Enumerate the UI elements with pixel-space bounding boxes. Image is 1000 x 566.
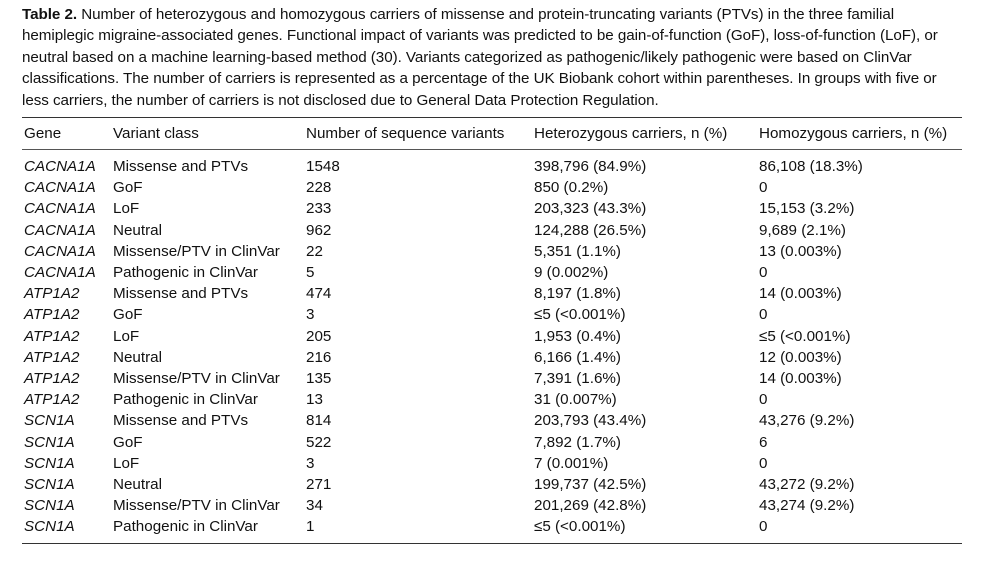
table-row xyxy=(22,150,962,177)
cell-heterozygous: 8,197 (1.8%) xyxy=(534,285,621,303)
carriers-table xyxy=(22,118,962,538)
cell-variant-class: Missense/PTV in ClinVar xyxy=(113,242,280,260)
cell-gene: ATP1A2 xyxy=(24,327,80,345)
cell-homozygous: 43,276 (9.2%) xyxy=(759,412,855,430)
table-row xyxy=(22,453,962,474)
table-row xyxy=(22,410,962,431)
table-row xyxy=(22,304,962,325)
cell-homozygous: 43,272 (9.2%) xyxy=(759,476,855,494)
cell-heterozygous: 124,288 (26.5%) xyxy=(534,221,647,239)
cell-variant-class: Missense/PTV in ClinVar xyxy=(113,497,280,515)
cell-heterozygous: 7,391 (1.6%) xyxy=(534,370,621,388)
cell-variant-class: GoF xyxy=(113,179,143,197)
cell-heterozygous: 201,269 (42.8%) xyxy=(534,497,647,515)
cell-heterozygous: 31 (0.007%) xyxy=(534,391,617,409)
cell-heterozygous: 850 (0.2%) xyxy=(534,179,609,197)
cell-heterozygous: 1,953 (0.4%) xyxy=(534,327,621,345)
cell-num-variants: 34 xyxy=(306,497,323,515)
cell-num-variants: 474 xyxy=(306,285,332,303)
cell-gene: SCN1A xyxy=(24,497,75,515)
table-header xyxy=(22,118,962,150)
cell-homozygous: 0 xyxy=(759,391,768,409)
cell-homozygous: 6 xyxy=(759,433,768,451)
cell-gene: SCN1A xyxy=(24,476,75,494)
cell-homozygous: 12 (0.003%) xyxy=(759,348,842,366)
cell-homozygous: 0 xyxy=(759,454,768,472)
header-heterozygous: Heterozygous carriers, n (%) xyxy=(534,124,728,142)
header-gene: Gene xyxy=(24,124,62,142)
table-caption xyxy=(22,4,962,111)
cell-homozygous: 86,108 (18.3%) xyxy=(759,158,863,176)
cell-num-variants: 216 xyxy=(306,348,332,366)
cell-variant-class: Neutral xyxy=(113,348,162,366)
cell-heterozygous: 7 (0.001%) xyxy=(534,454,609,472)
table-row xyxy=(22,368,962,389)
cell-variant-class: Neutral xyxy=(113,221,162,239)
cell-variant-class: Missense/PTV in ClinVar xyxy=(113,370,280,388)
cell-variant-class: Pathogenic in ClinVar xyxy=(113,264,258,282)
cell-homozygous: 0 xyxy=(759,179,768,197)
table-row xyxy=(22,347,962,368)
table-row xyxy=(22,198,962,219)
caption-text: Number of heterozygous and homozygous carriers of missense and protein-truncating variants (PTVs) in the three familial hemiplegic migraine-associated genes. Functional impact of variants was predicted to be gain-of-function (GoF), loss-of-function (LoF), or neutral based on a machine learning-based method (30). Variants categorized as pathogenic/likely pathogenic were based on ClinVar classifications. The number of carriers is represented as a percentage of the UK Biobank cohort within parentheses. In groups with five or less carriers, the number of carriers is not disclosed due to General Data Protection Regulation. xyxy=(22,6,938,109)
cell-homozygous: 13 (0.003%) xyxy=(759,242,842,260)
cell-variant-class: Pathogenic in ClinVar xyxy=(113,518,258,536)
table-row xyxy=(22,220,962,241)
cell-num-variants: 13 xyxy=(306,391,323,409)
table-row xyxy=(22,432,962,453)
cell-num-variants: 205 xyxy=(306,327,332,345)
cell-variant-class: Neutral xyxy=(113,476,162,494)
cell-gene: CACNA1A xyxy=(24,264,96,282)
header-homozygous: Homozygous carriers, n (%) xyxy=(759,124,948,142)
cell-num-variants: 3 xyxy=(306,454,315,472)
table-body xyxy=(22,150,962,538)
cell-gene: CACNA1A xyxy=(24,179,96,197)
cell-heterozygous: 9 (0.002%) xyxy=(534,264,609,282)
cell-gene: CACNA1A xyxy=(24,242,96,260)
cell-num-variants: 3 xyxy=(306,306,315,324)
cell-heterozygous: 398,796 (84.9%) xyxy=(534,158,647,176)
table-row xyxy=(22,177,962,198)
cell-heterozygous: 203,323 (43.3%) xyxy=(534,200,647,218)
cell-homozygous: 0 xyxy=(759,264,768,282)
cell-gene: SCN1A xyxy=(24,412,75,430)
cell-homozygous: ≤5 (<0.001%) xyxy=(759,327,851,345)
cell-heterozygous: 6,166 (1.4%) xyxy=(534,348,621,366)
table-figure xyxy=(22,4,962,544)
table-row xyxy=(22,516,962,537)
cell-gene: ATP1A2 xyxy=(24,306,80,324)
cell-num-variants: 1548 xyxy=(306,158,340,176)
cell-heterozygous: ≤5 (<0.001%) xyxy=(534,518,626,536)
cell-gene: ATP1A2 xyxy=(24,285,80,303)
cell-homozygous: 0 xyxy=(759,306,768,324)
cell-num-variants: 233 xyxy=(306,200,332,218)
table-row xyxy=(22,326,962,347)
cell-variant-class: GoF xyxy=(113,433,143,451)
cell-variant-class: Missense and PTVs xyxy=(113,285,249,303)
bottom-rule xyxy=(22,543,962,544)
cell-heterozygous: ≤5 (<0.001%) xyxy=(534,306,626,324)
cell-variant-class: LoF xyxy=(113,200,140,218)
table-row xyxy=(22,495,962,516)
cell-gene: CACNA1A xyxy=(24,200,96,218)
cell-heterozygous: 199,737 (42.5%) xyxy=(534,476,647,494)
table-row xyxy=(22,283,962,304)
cell-gene: ATP1A2 xyxy=(24,391,80,409)
cell-homozygous: 9,689 (2.1%) xyxy=(759,221,846,239)
cell-homozygous: 15,153 (3.2%) xyxy=(759,200,855,218)
cell-gene: CACNA1A xyxy=(24,158,96,176)
cell-gene: ATP1A2 xyxy=(24,348,80,366)
header-row xyxy=(22,118,962,150)
table-row xyxy=(22,474,962,495)
cell-variant-class: GoF xyxy=(113,306,143,324)
cell-num-variants: 1 xyxy=(306,518,315,536)
cell-gene: SCN1A xyxy=(24,433,75,451)
cell-num-variants: 22 xyxy=(306,242,323,260)
caption-label: Table 2. xyxy=(22,6,78,23)
cell-gene: SCN1A xyxy=(24,518,75,536)
cell-num-variants: 135 xyxy=(306,370,332,388)
cell-variant-class: Missense and PTVs xyxy=(113,412,249,430)
cell-heterozygous: 7,892 (1.7%) xyxy=(534,433,621,451)
cell-variant-class: Missense and PTVs xyxy=(113,158,249,176)
cell-num-variants: 522 xyxy=(306,433,332,451)
cell-num-variants: 228 xyxy=(306,179,332,197)
cell-gene: CACNA1A xyxy=(24,221,96,239)
cell-homozygous: 0 xyxy=(759,518,768,536)
table-row xyxy=(22,389,962,410)
cell-gene: SCN1A xyxy=(24,454,75,472)
cell-variant-class: LoF xyxy=(113,327,140,345)
cell-num-variants: 271 xyxy=(306,476,332,494)
cell-variant-class: Pathogenic in ClinVar xyxy=(113,391,258,409)
cell-num-variants: 962 xyxy=(306,221,332,239)
header-num-variants: Number of sequence variants xyxy=(306,124,505,142)
table-row xyxy=(22,241,962,262)
cell-heterozygous: 5,351 (1.1%) xyxy=(534,242,621,260)
cell-homozygous: 14 (0.003%) xyxy=(759,285,842,303)
header-variant-class: Variant class xyxy=(113,124,199,142)
cell-num-variants: 5 xyxy=(306,264,315,282)
cell-gene: ATP1A2 xyxy=(24,370,80,388)
cell-variant-class: LoF xyxy=(113,454,140,472)
cell-heterozygous: 203,793 (43.4%) xyxy=(534,412,647,430)
table-row xyxy=(22,262,962,283)
cell-num-variants: 814 xyxy=(306,412,332,430)
cell-homozygous: 14 (0.003%) xyxy=(759,370,842,388)
cell-homozygous: 43,274 (9.2%) xyxy=(759,497,855,515)
